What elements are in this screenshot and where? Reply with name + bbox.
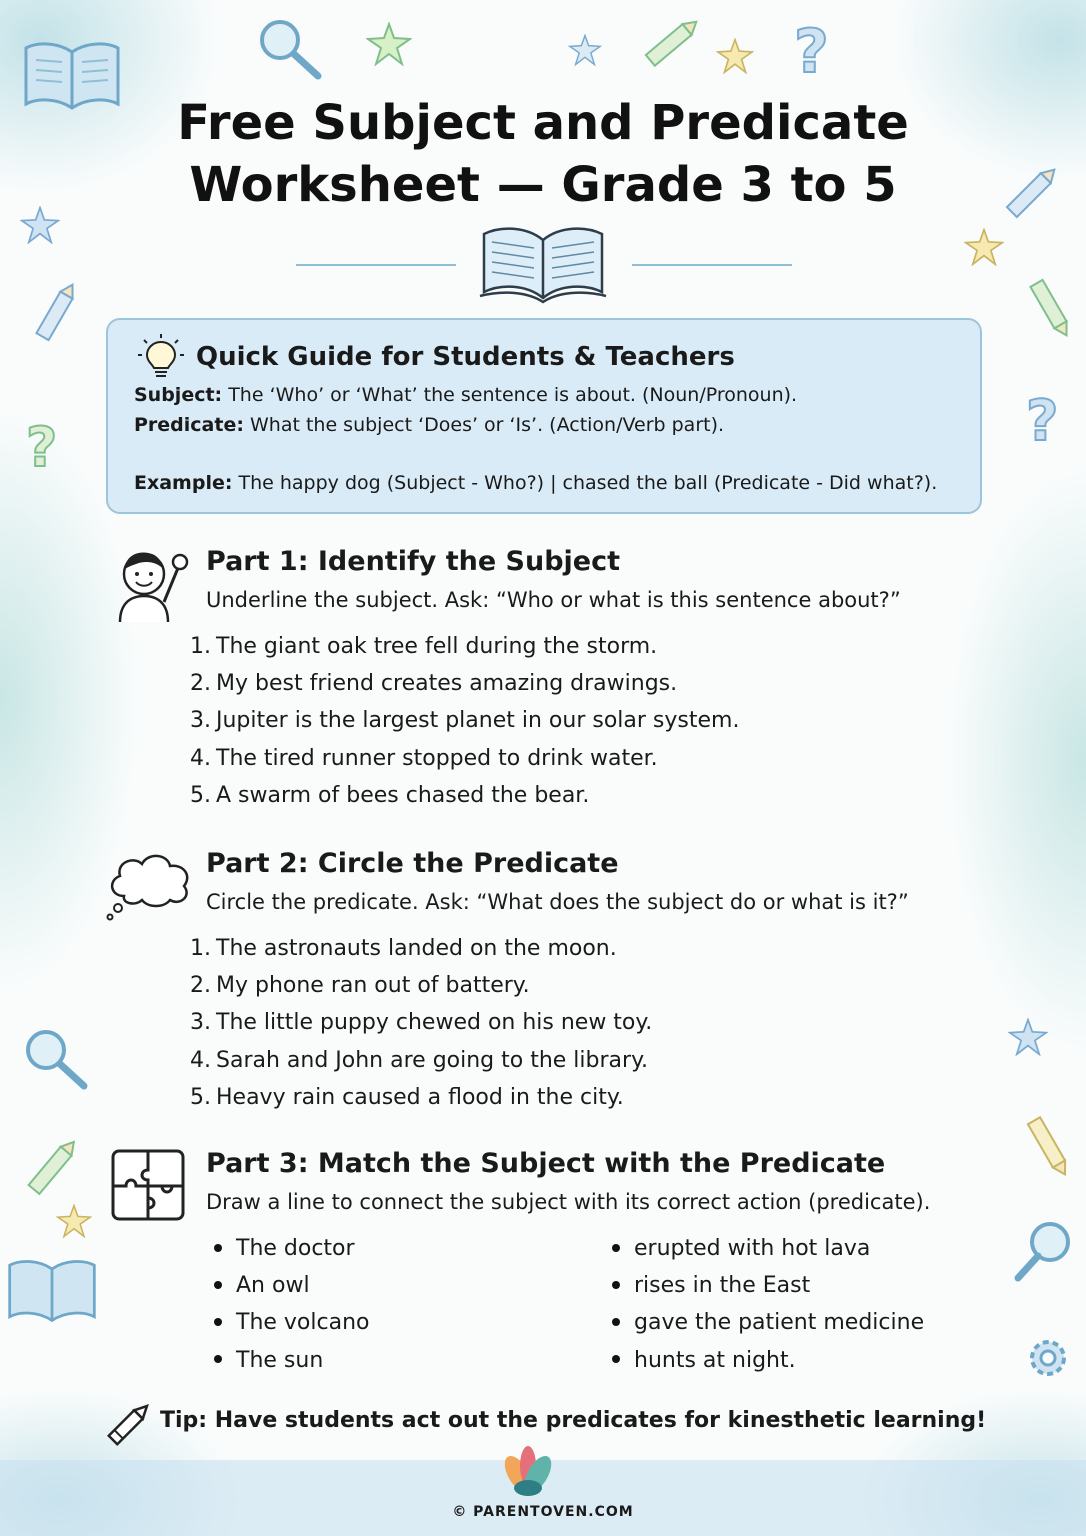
magnifier-doodle-icon	[20, 1026, 92, 1092]
example-text: The happy dog (Subject - Who?) | chased the ball (Predicate - Did what?).	[232, 472, 938, 494]
part2-list	[190, 930, 652, 1116]
page-title	[0, 92, 1086, 216]
pencil-icon	[104, 1398, 156, 1448]
predicates-list	[612, 1230, 924, 1379]
bullet	[214, 1281, 222, 1289]
item-text: The little puppy chewed on his new toy.	[216, 1010, 653, 1036]
example-label: Example:	[134, 472, 233, 494]
list-item	[190, 740, 739, 777]
subject-text: The ‘Who’ or ‘What’ the sentence is about. (Noun/Pronoun).	[222, 384, 798, 406]
quick-guide-box	[106, 318, 982, 514]
guide-heading: Quick Guide for Students & Teachers	[196, 342, 735, 372]
svg-text:?: ?	[26, 416, 58, 474]
predicate-item	[612, 1230, 924, 1267]
item-number: 3.	[190, 708, 211, 734]
subject-text: The doctor	[236, 1236, 355, 1261]
item-text: My phone ran out of battery.	[216, 973, 530, 999]
part3-heading: Part 3: Match the Subject with the Predicate	[206, 1148, 886, 1179]
bullet	[214, 1355, 222, 1363]
item-text: The astronauts landed on the moon.	[216, 936, 617, 961]
svg-text:?: ?	[1026, 389, 1059, 448]
item-text: The giant oak tree fell during the storm.	[216, 634, 658, 659]
list-item	[190, 665, 739, 702]
subject-text: An owl	[236, 1273, 310, 1299]
parentoven-logo	[496, 1444, 560, 1500]
predicate-text: rises in the East	[634, 1273, 811, 1299]
part1-list	[190, 628, 739, 814]
item-text: Jupiter is the largest planet in our solar system.	[216, 708, 740, 734]
open-book-icon	[478, 222, 608, 304]
open-book-doodle-icon	[6, 1256, 98, 1326]
pencil-doodle-icon	[14, 1130, 90, 1206]
title-divider-left	[296, 264, 456, 266]
pencil-doodle-icon	[636, 10, 706, 76]
item-number: 2.	[190, 671, 211, 697]
item-number: 2.	[190, 973, 211, 999]
bullet	[214, 1318, 222, 1326]
predicate-text: erupted with hot lava	[634, 1236, 871, 1261]
part2-instruction: Circle the predicate. Ask: “What does the subject do or what is it?”	[206, 890, 909, 914]
title-line-2: Worksheet — Grade 3 to 5	[189, 157, 897, 213]
predicate-item	[612, 1267, 924, 1304]
bullet	[612, 1244, 620, 1252]
subject-item	[214, 1267, 369, 1304]
item-number: 5.	[190, 782, 211, 808]
predicate-text: gave the patient medicine	[634, 1310, 925, 1336]
star-doodle-icon	[716, 38, 754, 74]
lightbulb-icon	[136, 332, 186, 382]
list-item	[190, 1004, 652, 1041]
guide-subject-line	[134, 384, 797, 406]
star-doodle-icon	[366, 22, 412, 66]
star-doodle-icon	[964, 228, 1004, 266]
item-text: A swarm of bees chased the bear.	[216, 782, 590, 808]
svg-text:?: ?	[794, 17, 829, 80]
star-doodle-icon	[1008, 1018, 1048, 1056]
list-item	[190, 702, 739, 739]
predicate-text: What the subject ‘Does’ or ‘Is’. (Action/Verb part).	[243, 414, 725, 436]
title-line-1: Free Subject and Predicate	[177, 95, 909, 151]
subject-item	[214, 1304, 369, 1341]
star-doodle-icon	[568, 34, 602, 66]
question-mark-doodle-icon	[788, 16, 838, 80]
list-item	[190, 967, 652, 1004]
subject-text: The sun	[236, 1347, 324, 1373]
question-mark-doodle-icon	[1020, 384, 1070, 448]
list-item	[190, 1042, 652, 1079]
list-item	[190, 930, 652, 967]
predicate-label: Predicate:	[134, 414, 244, 436]
subject-label: Subject:	[134, 384, 223, 406]
item-number: 5.	[190, 1084, 211, 1110]
thought-cloud-icon	[104, 846, 196, 922]
star-doodle-icon	[56, 1204, 92, 1238]
waving-boy-icon	[106, 540, 194, 624]
predicate-item	[612, 1304, 924, 1341]
part3-instruction: Draw a line to connect the subject with its correct action (predicate).	[206, 1190, 931, 1214]
title-divider-right	[632, 264, 792, 266]
part2-heading: Part 2: Circle the Predicate	[206, 848, 619, 879]
subjects-list	[214, 1230, 369, 1379]
bullet	[214, 1244, 222, 1252]
magnifier-doodle-icon	[254, 16, 326, 82]
list-item	[190, 1079, 652, 1116]
guide-predicate-line	[134, 414, 724, 436]
item-text: The tired runner stopped to drink water.	[216, 745, 658, 771]
bullet	[612, 1281, 620, 1289]
item-number: 4.	[190, 745, 211, 771]
subject-item	[214, 1230, 369, 1267]
item-number: 3.	[190, 1010, 211, 1036]
item-number: 4.	[190, 1047, 211, 1073]
guide-example-line	[134, 472, 937, 494]
item-number: 1.	[190, 936, 211, 961]
item-text: My best friend creates amazing drawings.	[216, 671, 678, 697]
copyright: © PARENTOVEN.COM	[452, 1504, 634, 1520]
gear-doodle-icon	[1020, 1330, 1076, 1386]
pencil-doodle-icon	[1010, 1100, 1086, 1190]
item-text: Sarah and John are going to the library.	[216, 1047, 648, 1073]
item-text: Heavy rain caused a flood in the city.	[216, 1084, 624, 1110]
pencil-doodle-icon	[20, 270, 90, 360]
predicate-text: hunts at night.	[634, 1347, 796, 1373]
part1-heading: Part 1: Identify the Subject	[206, 546, 621, 577]
bullet	[612, 1355, 620, 1363]
magnifier-doodle-icon	[1010, 1218, 1082, 1284]
subject-item	[214, 1342, 369, 1379]
question-mark-doodle-icon	[20, 410, 70, 474]
puzzle-icon	[110, 1148, 186, 1222]
part1-instruction: Underline the subject. Ask: “Who or what is this sentence about?”	[206, 588, 901, 612]
item-number: 1.	[190, 634, 211, 659]
predicate-item	[612, 1342, 924, 1379]
tip-text: Tip: Have students act out the predicates for kinesthetic learning!	[160, 1408, 987, 1433]
pencil-doodle-icon	[1014, 260, 1084, 350]
bullet	[612, 1318, 620, 1326]
subject-text: The volcano	[236, 1310, 370, 1336]
list-item	[190, 777, 739, 814]
list-item	[190, 628, 739, 665]
